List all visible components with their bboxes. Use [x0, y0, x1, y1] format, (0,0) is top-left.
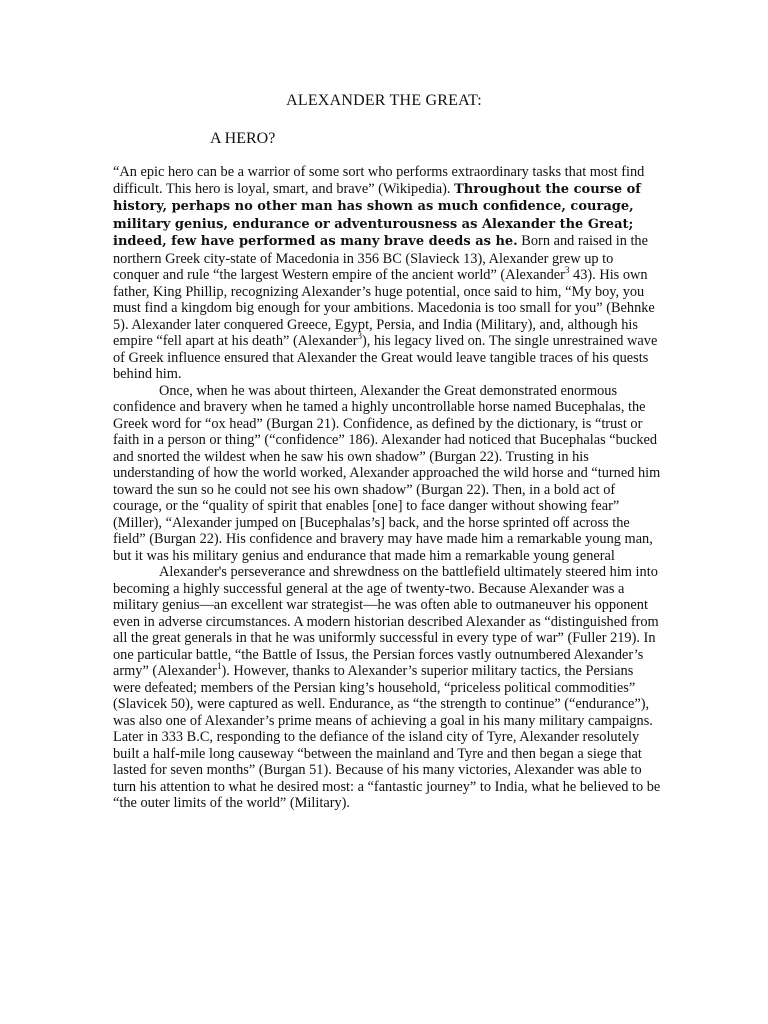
document-body [113, 164, 661, 812]
footnote-marker: 3 [564, 265, 570, 276]
paragraph-3 [113, 564, 661, 812]
document-subtitle: A HERO? [210, 130, 276, 147]
footnote-marker: 1 [216, 661, 222, 672]
paragraph-1-opening-quote: “An epic hero can be a warrior of some sort who performs extraordinary tasks that most find difficult. This hero is loyal, smart, and brave” (Wikipedia). [113, 164, 645, 197]
paragraph-1-thesis: Throughout the course of history, perhaps no other man has shown as much confidence, courage, military genius, endurance or adventurousness as Alexander the Great; indeed, few have performed as many brave deeds as he. [113, 181, 641, 249]
paragraph-2: Once, when he was about thirteen, Alexander the Great demonstrated enormous confidence and bravery when he tamed a highly uncontrollable horse named Bucephalas, the Greek word for “ox head” (Burgan 21). Confidence, as defined by the dictionary, is “trust or faith in a person or thing” (“confidence” 186). Alexander had noticed that Bucephalas “bucked and snorted the wildest when he saw his own shadow” (Burgan 22). Trusting in his understanding of how the world worked, Alexander approached the wild horse and “turned him toward the sun so he could not see his own shadow” (Burgan 22). Then, in a bold act of courage, or the “quality of spirit that enables [one] to face danger without showing fear” (Miller), “Alexander jumped on [Bucephalas’s] back, and the horse sprinted off across the field” (Burgan 22). His confidence and bravery may have made him a remarkable young man, but it was his military genius and endurance that made him a remarkable young general [113, 382, 661, 564]
paragraph-1-text-end: ), his legacy lived on. The single unrestrained wave of Greek influence ensured that Alexander the Great would leave tangible traces of his quests behind him. [113, 333, 658, 382]
paragraph-1-text: Born and raised in the northern Greek city-state of Macedonia in 356 BC (Slavieck 13), Alexander grew up to conquer and rule “the largest Western empire of the ancient world” (Alexander [113, 233, 648, 283]
document-title: ALEXANDER THE GREAT: [286, 92, 482, 109]
paragraph-1 [113, 164, 661, 383]
paragraph-3-text: Alexander's perseverance and shrewdness on the battlefield ultimately steered him into becoming a highly successful general at the age of twenty-two. Because Alexander was a military genius—an excellent war strategist—he was often able to outmaneuver his opponent even in adverse circumstances. A modern historian described Alexander as “distinguished from all the great generals in that he was uniformly successful in every type of war” (Fuller 219). In one particular battle, “the Battle of Issus, the Persian forces vastly outnumbered Alexander’s army” (Alexander [113, 564, 659, 679]
paragraph-3-text-continued: ). However, thanks to Alexander’s superior military tactics, the Persians were defeated; members of the Persian king’s household, “priceless political commodities” (Slavicek 50), were captured as well. Endurance, as “the strength to continue” (“endurance”), was also one of Alexander’s prime means of achieving a goal in his many military campaigns. Later in 333 B.C, responding to the defiance of the island city of Tyre, Alexander resolutely built a half-mile long causeway “between the mainland and Tyre and then began a siege that lasted for seven months” (Burgan 51). Because of his many victories, Alexander was able to turn his attention to what he desired most: a “fantastic journey” to India, what he believed to be “the outer limits of the world” (Military). [113, 663, 661, 811]
footnote-marker: 3 [357, 331, 363, 342]
paragraph-1-text-continued: 43). His own father, King Phillip, recognizing Alexander’s huge potential, once said to him, “My boy, you must find a kingdom big enough for your ambitions. Macedonia is too small for you” (Behnke 5). Alexander later conquered Greece, Egypt, Persia, and India (Military), and, although his empire “fell apart at his death” (Alexander [113, 267, 655, 349]
